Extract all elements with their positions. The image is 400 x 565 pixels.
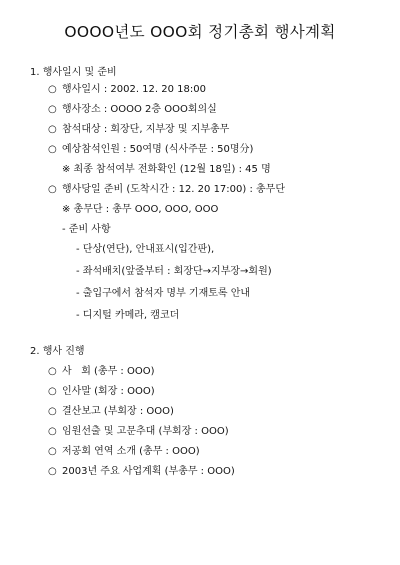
- prep-item: - 단상(연단), 안내표시(입간판),: [76, 244, 215, 255]
- list-item: [48, 104, 217, 116]
- list-item: [48, 466, 235, 478]
- prep-heading: - 준비 사항: [62, 224, 111, 235]
- list-item: [48, 366, 155, 378]
- list-item: [48, 446, 200, 458]
- list-item-text: 인사말 (회장 : OOO): [62, 386, 155, 397]
- circle-bullet-icon: ○: [48, 144, 57, 155]
- circle-bullet-icon: ○: [48, 446, 57, 457]
- list-item-text: 임원선출 및 고문추대 (부회장 : OOO): [62, 426, 229, 437]
- section-heading: 2. 행사 진행: [30, 346, 85, 357]
- prep-item: - 좌석배치(앞줄부터 : 회장단→지부장→회원): [76, 266, 272, 277]
- note-line: ※ 최종 참석여부 전화확인 (12월 18일) : 45 명: [62, 164, 271, 175]
- list-item-text: 행사장소 : OOOO 2층 OOO회의실: [62, 104, 217, 115]
- list-item-text: 사 회 (총무 : OOO): [62, 366, 155, 377]
- circle-bullet-icon: ○: [48, 124, 57, 135]
- circle-bullet-icon: ○: [48, 386, 57, 397]
- circle-bullet-icon: ○: [48, 104, 57, 115]
- list-item: [48, 84, 206, 96]
- list-item: [48, 184, 285, 196]
- list-item: [48, 426, 229, 438]
- circle-bullet-icon: ○: [48, 366, 57, 377]
- list-item-text: 예상참석인원 : 50여명 (식사주문 : 50명分): [62, 144, 254, 155]
- list-item: [48, 144, 253, 156]
- section-heading: 1. 행사일시 및 준비: [30, 67, 117, 78]
- list-item-text: 참석대상 : 회장단, 지부장 및 지부총무: [62, 124, 230, 135]
- list-item: [48, 406, 174, 418]
- circle-bullet-icon: ○: [48, 84, 57, 95]
- list-item: [48, 124, 229, 136]
- circle-bullet-icon: ○: [48, 406, 57, 417]
- list-item: [48, 386, 155, 398]
- list-item-text: 결산보고 (부회장 : OOO): [62, 406, 174, 417]
- list-item-text: 2003년 주요 사업계획 (부총무 : OOO): [62, 466, 235, 477]
- list-item-text: 행사당일 준비 (도착시간 : 12. 20 17:00) : 총무단: [62, 184, 285, 195]
- circle-bullet-icon: ○: [48, 426, 57, 437]
- prep-item: - 출입구에서 참석자 명부 기재토록 안내: [76, 288, 251, 299]
- list-item-text: 행사일시 : 2002. 12. 20 18:00: [62, 84, 206, 95]
- circle-bullet-icon: ○: [48, 466, 57, 477]
- list-item-text: 저공회 연역 소개 (총무 : OOO): [62, 446, 200, 457]
- prep-item: - 디지털 카메라, 캠코더: [76, 310, 180, 321]
- note-line: ※ 총무단 : 총무 OOO, OOO, OOO: [62, 204, 219, 215]
- document-title: OOOO년도 OOO회 정기총회 행사계획: [64, 23, 336, 41]
- circle-bullet-icon: ○: [48, 184, 57, 195]
